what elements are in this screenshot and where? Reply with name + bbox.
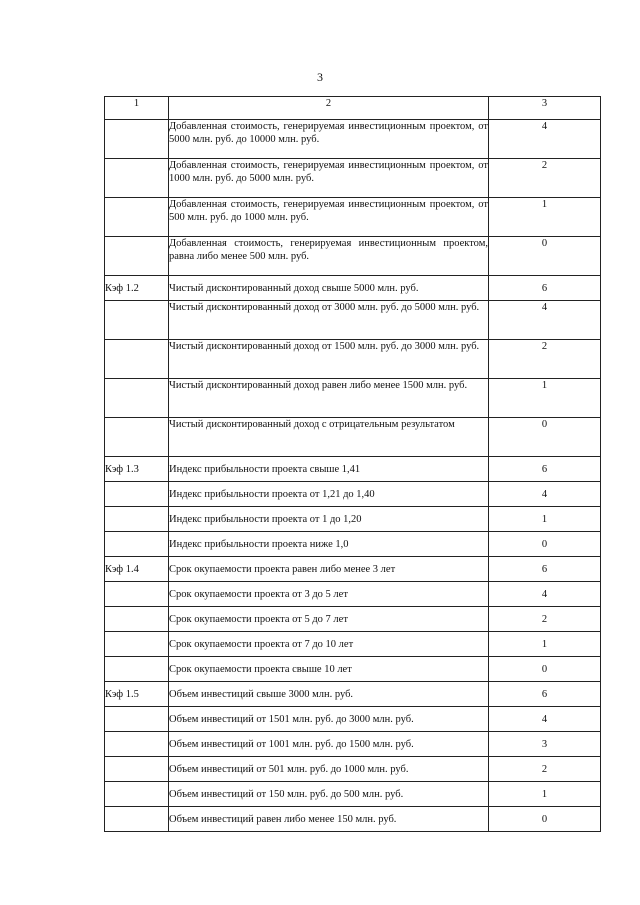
criterion-code: [105, 159, 169, 198]
column-header-3: 3: [489, 97, 601, 120]
table-row: [105, 120, 601, 159]
criterion-code: [105, 707, 169, 732]
criterion-score: 4: [489, 582, 601, 607]
criterion-description: Срок окупаемости проекта от 7 до 10 лет: [169, 632, 489, 657]
criterion-code: [105, 757, 169, 782]
criterion-score: 4: [489, 707, 601, 732]
criterion-code: [105, 657, 169, 682]
criterion-score: 2: [489, 607, 601, 632]
criterion-score: 4: [489, 482, 601, 507]
criterion-code: Кэф 1.2: [105, 276, 169, 301]
criterion-code: [105, 807, 169, 832]
table-row: [105, 379, 601, 418]
criterion-code: [105, 120, 169, 159]
criterion-code: [105, 482, 169, 507]
criterion-code: [105, 782, 169, 807]
column-header-2: 2: [169, 97, 489, 120]
table-body: [105, 120, 601, 832]
criterion-code: Кэф 1.3: [105, 457, 169, 482]
criterion-description: Чистый дисконтированный доход равен либо менее 1500 млн. руб.: [169, 379, 489, 418]
criterion-description: Объем инвестиций свыше 3000 млн. руб.: [169, 682, 489, 707]
criterion-description: Чистый дисконтированный доход свыше 5000 млн. руб.: [169, 276, 489, 301]
criterion-description: Индекс прибыльности проекта ниже 1,0: [169, 532, 489, 557]
criterion-description: Срок окупаемости проекта от 5 до 7 лет: [169, 607, 489, 632]
criterion-score: 6: [489, 276, 601, 301]
criterion-code: Кэф 1.4: [105, 557, 169, 582]
criterion-code: [105, 379, 169, 418]
criterion-description: Срок окупаемости проекта равен либо менее 3 лет: [169, 557, 489, 582]
criterion-description: Индекс прибыльности проекта свыше 1,41: [169, 457, 489, 482]
criterion-description: Срок окупаемости проекта от 3 до 5 лет: [169, 582, 489, 607]
table-row: [105, 198, 601, 237]
criterion-description: Индекс прибыльности проекта от 1 до 1,20: [169, 507, 489, 532]
criterion-score: 0: [489, 807, 601, 832]
criterion-description: Чистый дисконтированный доход от 1500 млн. руб. до 3000 млн. руб.: [169, 340, 489, 379]
criterion-code: [105, 607, 169, 632]
table-row: [105, 418, 601, 457]
table-row: [105, 732, 601, 757]
criterion-score: 6: [489, 457, 601, 482]
table-row: [105, 159, 601, 198]
criterion-code: [105, 198, 169, 237]
criterion-code: [105, 301, 169, 340]
criterion-code: [105, 507, 169, 532]
table-row: [105, 457, 601, 482]
criterion-score: 4: [489, 120, 601, 159]
criterion-score: 1: [489, 507, 601, 532]
criterion-description: Добавленная стоимость, генерируемая инвестиционным проектом, от 1000 млн. руб. до 5000 млн. руб.: [169, 159, 489, 198]
criterion-description: Срок окупаемости проекта свыше 10 лет: [169, 657, 489, 682]
criterion-score: 2: [489, 340, 601, 379]
table-row: [105, 632, 601, 657]
criterion-score: 6: [489, 557, 601, 582]
criterion-score: 6: [489, 682, 601, 707]
criterion-score: 1: [489, 632, 601, 657]
table-row: [105, 340, 601, 379]
table-row: [105, 707, 601, 732]
criterion-code: Кэф 1.5: [105, 682, 169, 707]
criterion-description: Объем инвестиций от 501 млн. руб. до 1000 млн. руб.: [169, 757, 489, 782]
criterion-score: 1: [489, 782, 601, 807]
table-row: [105, 276, 601, 301]
table-row: [105, 807, 601, 832]
criterion-code: [105, 340, 169, 379]
table-row: [105, 782, 601, 807]
criterion-description: Объем инвестиций от 1501 млн. руб. до 3000 млн. руб.: [169, 707, 489, 732]
criterion-score: 0: [489, 237, 601, 276]
criterion-description: Добавленная стоимость, генерируемая инвестиционным проектом, от 500 млн. руб. до 1000 млн. руб.: [169, 198, 489, 237]
criterion-score: 4: [489, 301, 601, 340]
criterion-description: Индекс прибыльности проекта от 1,21 до 1,40: [169, 482, 489, 507]
table-row: [105, 557, 601, 582]
criterion-code: [105, 632, 169, 657]
criterion-score: 0: [489, 418, 601, 457]
criterion-code: [105, 237, 169, 276]
criterion-code: [105, 532, 169, 557]
criterion-score: 2: [489, 757, 601, 782]
table-row: [105, 301, 601, 340]
criterion-score: 1: [489, 198, 601, 237]
criterion-description: Объем инвестиций от 1001 млн. руб. до 1500 млн. руб.: [169, 732, 489, 757]
table-header: [105, 97, 601, 120]
table-row: [105, 757, 601, 782]
table-row: [105, 507, 601, 532]
column-header-1: 1: [105, 97, 169, 120]
table-row: [105, 482, 601, 507]
table-row: [105, 682, 601, 707]
criterion-description: Объем инвестиций равен либо менее 150 млн. руб.: [169, 807, 489, 832]
criterion-score: 1: [489, 379, 601, 418]
criterion-score: 3: [489, 732, 601, 757]
header-row: [105, 97, 601, 120]
criterion-description: Чистый дисконтированный доход от 3000 млн. руб. до 5000 млн. руб.: [169, 301, 489, 340]
criterion-description: Чистый дисконтированный доход с отрицательным результатом: [169, 418, 489, 457]
criterion-code: [105, 732, 169, 757]
criterion-description: Добавленная стоимость, генерируемая инвестиционным проектом, равна либо менее 500 млн. руб.: [169, 237, 489, 276]
table-row: [105, 237, 601, 276]
criterion-score: 2: [489, 159, 601, 198]
criterion-description: Объем инвестиций от 150 млн. руб. до 500 млн. руб.: [169, 782, 489, 807]
table-row: [105, 607, 601, 632]
table-row: [105, 657, 601, 682]
criterion-score: 0: [489, 532, 601, 557]
criterion-code: [105, 418, 169, 457]
table-row: [105, 532, 601, 557]
page-number: 3: [317, 70, 323, 84]
criterion-score: 0: [489, 657, 601, 682]
table-row: [105, 582, 601, 607]
criteria-table: [104, 96, 601, 832]
criterion-description: Добавленная стоимость, генерируемая инвестиционным проектом, от 5000 млн. руб. до 10000 млн. руб.: [169, 120, 489, 159]
criterion-code: [105, 582, 169, 607]
